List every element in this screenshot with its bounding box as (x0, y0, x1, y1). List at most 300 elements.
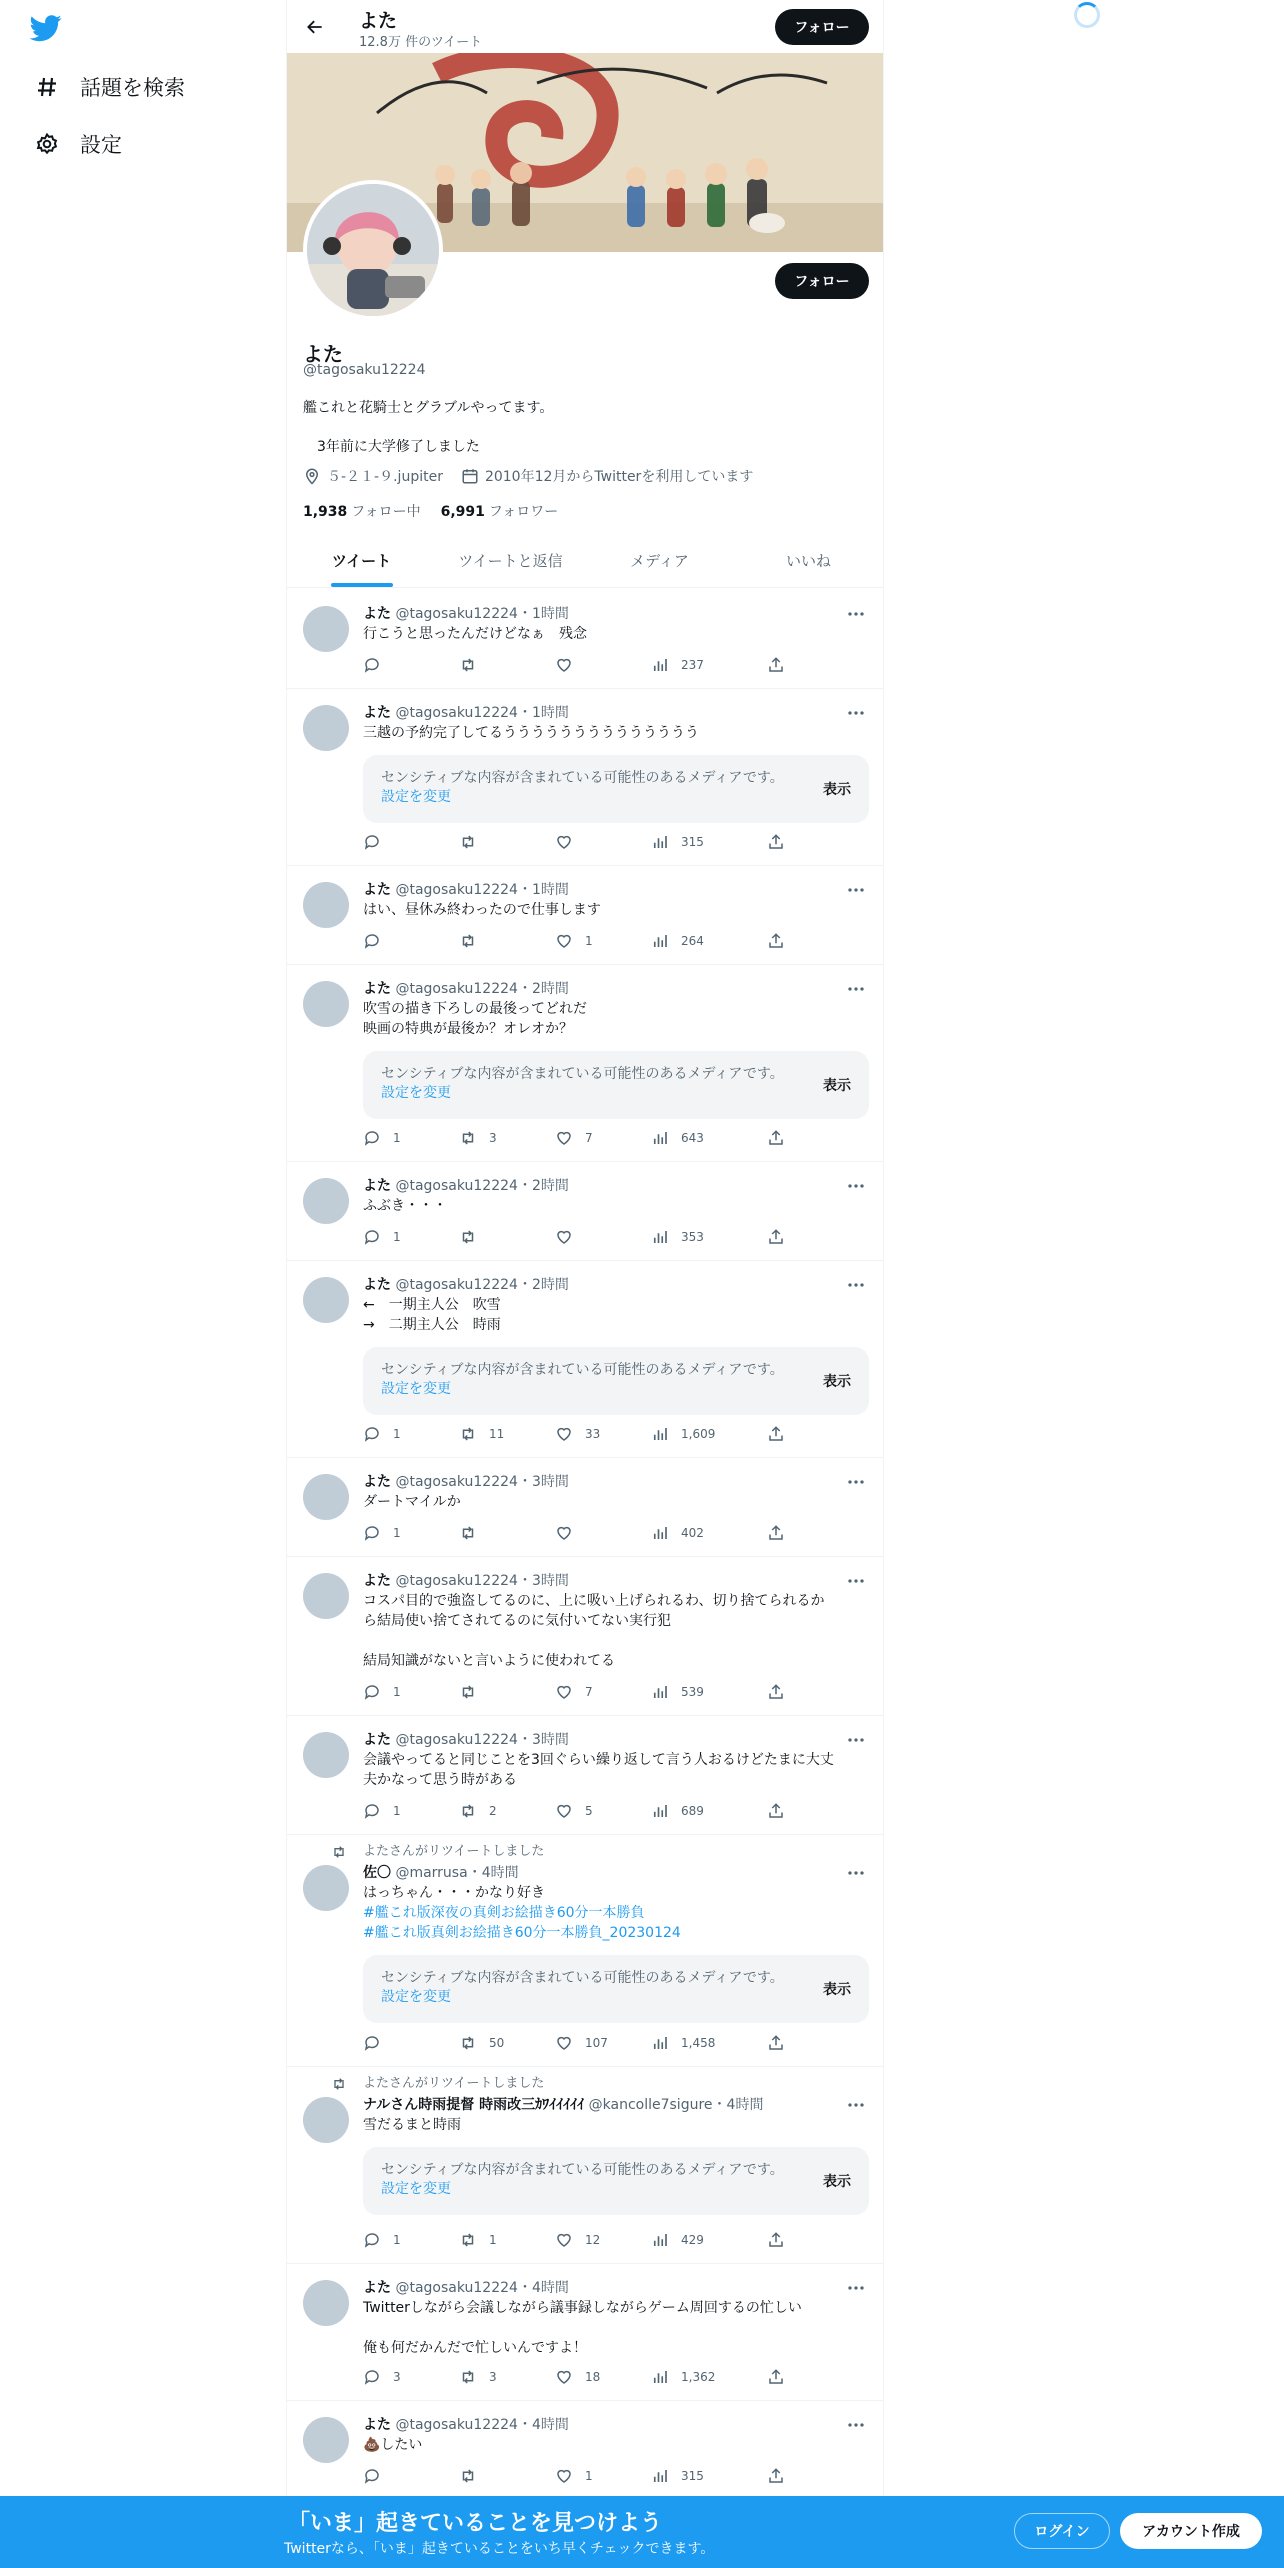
views-button[interactable] (651, 2367, 715, 2387)
share-icon (767, 2467, 785, 2485)
share-button[interactable] (767, 1128, 785, 1148)
profile-column (286, 0, 884, 2500)
show-media-button[interactable]: 表示 (823, 782, 851, 798)
sensitive-media-warning (363, 755, 869, 823)
tweet-avatar[interactable] (303, 1865, 349, 1911)
reply-button[interactable] (363, 2230, 401, 2250)
views-button[interactable] (651, 1424, 715, 1444)
tweet-text-line: ふぶき・・・ (363, 1198, 447, 1214)
back-arrow-icon[interactable] (301, 13, 329, 41)
sensitive-media-message: センシティブな内容が含まれている可能性のあるメディアです。 (381, 770, 784, 786)
analytics-icon (651, 2231, 681, 2249)
tweet-time[interactable]: 2時間 (531, 1277, 569, 1293)
sensitive-media-message: センシティブな内容が含まれている可能性のあるメディアです。 (381, 1970, 784, 1986)
change-settings-link[interactable]: 設定を変更 (381, 1085, 451, 1101)
tweet[interactable] (287, 1716, 883, 1835)
retweet-icon (331, 2076, 349, 2092)
reply-button[interactable] (363, 1801, 401, 1821)
analytics-icon (651, 2034, 681, 2052)
tweet-avatar[interactable] (303, 705, 349, 751)
tab-tweets[interactable]: ツイート (287, 534, 436, 587)
like-button[interactable] (555, 1523, 585, 1543)
tweet-text-line: ら結局使い捨てされてるのに気付いてない実行犯 (363, 1613, 671, 1629)
tweet[interactable] (287, 689, 883, 866)
retweet-button[interactable] (459, 1128, 497, 1148)
share-button[interactable] (767, 832, 785, 852)
share-button[interactable] (767, 1801, 785, 1821)
change-settings-link[interactable]: 設定を変更 (381, 789, 451, 805)
views-count: 539 (681, 1685, 704, 1699)
retweet-count: 3 (489, 1131, 497, 1145)
tweet-header (363, 1730, 869, 1750)
share-button[interactable] (767, 931, 785, 951)
tweet-text-line: 夫かなって思う時がある (363, 1772, 517, 1788)
share-button[interactable] (767, 2466, 785, 2486)
tweet-time[interactable]: 3時間 (531, 1732, 569, 1748)
reply-button[interactable] (363, 1227, 401, 1247)
tweet-avatar[interactable] (303, 2280, 349, 2326)
sidebar-item-settings[interactable] (34, 124, 122, 164)
hashtag-link[interactable]: #艦これ版深夜の真剣お絵描き60分一本勝負 (363, 1905, 645, 1921)
heart-icon (555, 932, 585, 950)
reply-button[interactable] (363, 2466, 393, 2486)
like-count: 12 (585, 2233, 601, 2247)
views-button[interactable] (651, 2033, 715, 2053)
heart-icon (555, 1524, 585, 1542)
tweet-actions (363, 655, 803, 675)
heart-icon (555, 1425, 585, 1443)
tweet-text-line: 三越の予約完了してるうううううううううううううう (363, 725, 699, 741)
tweet-time[interactable]: 2時間 (531, 981, 569, 997)
share-icon (767, 1683, 785, 1701)
tweet-separator: ・ (712, 2097, 727, 2113)
share-button[interactable] (767, 1227, 785, 1247)
tab-tweets-replies[interactable]: ツイートと返信 (458, 552, 563, 570)
tab-media[interactable]: メディア (630, 552, 689, 570)
twitter-bird-icon[interactable] (30, 12, 66, 48)
reply-count: 3 (393, 2370, 401, 2384)
views-button[interactable] (651, 1682, 704, 1702)
analytics-icon (651, 2467, 681, 2485)
tweet[interactable] (287, 1458, 883, 1557)
tweet-text-line (363, 1631, 869, 1651)
tweet-time[interactable]: 1時間 (531, 705, 569, 721)
tweet[interactable] (287, 2264, 883, 2401)
analytics-icon (651, 1524, 681, 1542)
like-button[interactable] (555, 2466, 593, 2486)
tweet-text-line: 会議やってると同じことを3回ぐらい繰り返して言う人おるけどたまに大丈 (363, 1752, 834, 1768)
retweet-count: 2 (489, 1804, 497, 1818)
tweet-author-handle[interactable]: @tagosaku12224 (395, 981, 518, 997)
tweet-text-line: 雪だるまと時雨 (363, 2117, 461, 2133)
views-count: 315 (681, 835, 704, 849)
profile-bio-line: 艦これと花騎士とグラブルやってます。 (303, 400, 554, 416)
reply-count: 1 (393, 1230, 401, 1244)
tweet-time[interactable]: 1時間 (531, 882, 569, 898)
tweet-header (363, 703, 869, 723)
like-count: 1 (585, 934, 593, 948)
tweet-header (363, 2095, 869, 2115)
header-follow-button[interactable]: フォロー (775, 9, 869, 45)
share-button[interactable] (767, 1682, 785, 1702)
analytics-icon (651, 656, 681, 674)
tweet-time[interactable]: 4時間 (726, 2097, 764, 2113)
like-count: 107 (585, 2036, 608, 2050)
share-icon (767, 2034, 785, 2052)
tweet[interactable] (287, 2067, 883, 2264)
following-link[interactable]: 1,938 フォロー中 (303, 504, 421, 520)
retweet-icon (331, 1844, 349, 1860)
profile-joined: 2010年12月からTwitterを利用しています (484, 469, 754, 485)
retweet-button[interactable] (459, 2033, 504, 2053)
retweet-icon (459, 833, 489, 851)
tweet-author-handle[interactable]: @tagosaku12224 (395, 1474, 518, 1490)
tweet-body (363, 604, 869, 644)
header-tweet-count: 12.8万 件のツイート (359, 35, 483, 50)
tweet-avatar[interactable] (303, 882, 349, 928)
tweet-author-name[interactable]: よた (363, 981, 391, 997)
tweet-header (363, 604, 869, 624)
tweet-text-line: 結局知識がないと言いように使われてる (363, 1653, 615, 1669)
tweet-text-line: 俺も何だかんだで忙しいんですよ！ (363, 2340, 587, 2356)
tweet-author-handle[interactable]: @kancolle7sigure (588, 2097, 713, 2113)
heart-icon (555, 2467, 585, 2485)
reply-count: 1 (393, 1804, 401, 1818)
like-button[interactable] (555, 931, 593, 951)
reply-button[interactable] (363, 1523, 401, 1543)
reply-count: 1 (393, 1131, 401, 1145)
views-button[interactable] (651, 2466, 704, 2486)
tweet-body (363, 1863, 869, 1943)
tweet-body (363, 2278, 869, 2358)
tweet-avatar[interactable] (303, 1178, 349, 1224)
tweet-text-line: ダートマイルか (363, 1494, 461, 1510)
reply-button[interactable] (363, 1424, 401, 1444)
tab-likes[interactable]: いいね (785, 552, 831, 570)
tweet-avatar[interactable] (303, 606, 349, 652)
profile-bio-line: 3年前に大学修了しました (303, 439, 480, 455)
tweet-text-line: 行こうと思ったんだけどなぁ 残念 (363, 626, 587, 642)
like-button[interactable] (555, 1128, 593, 1148)
tweet-time[interactable]: 3時間 (531, 1573, 569, 1589)
tweet-text-line: → 二期主人公 時雨 (363, 1317, 501, 1333)
sidebar-item-explore[interactable] (34, 67, 185, 107)
tweet-time[interactable]: 4時間 (481, 1865, 519, 1881)
tweet-separator: ・ (517, 1732, 532, 1748)
tweet-separator: ・ (517, 1178, 532, 1194)
like-button[interactable] (555, 832, 585, 852)
hashtag-link[interactable]: #艦これ版真剣お絵描き60分一本勝負_20230124 (363, 1925, 681, 1941)
views-button[interactable] (651, 2230, 704, 2250)
tweet-author-name[interactable]: よた (363, 2417, 391, 2433)
tweet-actions (363, 2230, 803, 2250)
tweet-author-handle[interactable]: @tagosaku12224 (395, 1573, 518, 1589)
tweet-text-line: 💩したい (363, 2437, 423, 2453)
like-button[interactable] (555, 2033, 608, 2053)
retweet-icon (459, 1425, 489, 1443)
tweet-author-name[interactable]: ナルさん時雨提督 時雨改三ｶﾜｲｲｲｲｲ (363, 2097, 585, 2113)
like-count: 1 (585, 2469, 593, 2483)
retweet-count: 3 (489, 2370, 497, 2384)
views-button[interactable] (651, 1801, 704, 1821)
tweet-body (363, 1730, 869, 1790)
tweet-avatar[interactable] (303, 1277, 349, 1323)
tweet-author-handle[interactable]: @tagosaku12224 (395, 1732, 518, 1748)
reply-button[interactable] (363, 2033, 393, 2053)
tweet-text-line: はっちゃん・・・かなり好き (363, 1885, 545, 1901)
change-settings-link[interactable]: 設定を変更 (381, 1381, 451, 1397)
change-settings-link[interactable]: 設定を変更 (381, 1989, 451, 2005)
share-button[interactable] (767, 1424, 785, 1444)
retweet-button[interactable] (459, 832, 489, 852)
tweet-actions (363, 1682, 803, 1702)
tweet-actions (363, 2367, 803, 2387)
login-button[interactable]: ログイン (1014, 2513, 1110, 2549)
heart-icon (555, 2368, 585, 2386)
tweet-author-name[interactable]: よた (363, 705, 391, 721)
heart-icon (555, 1228, 585, 1246)
reply-icon (363, 1425, 393, 1443)
tweet-author-handle[interactable]: @tagosaku12224 (395, 1277, 518, 1293)
show-media-button[interactable]: 表示 (823, 1982, 851, 1998)
reply-button[interactable] (363, 655, 393, 675)
share-button[interactable] (767, 2367, 785, 2387)
reply-icon (363, 1129, 393, 1147)
profile-avatar[interactable] (303, 180, 443, 320)
share-icon (767, 932, 785, 950)
tweet-author-name[interactable]: よた (363, 606, 391, 622)
tweet-actions (363, 2466, 803, 2486)
views-button[interactable] (651, 1227, 704, 1247)
tweet[interactable] (287, 866, 883, 965)
retweet-icon (459, 1683, 489, 1701)
tweet-author-handle[interactable]: @tagosaku12224 (395, 1178, 518, 1194)
tweet-author-handle[interactable]: @tagosaku12224 (395, 705, 518, 721)
tweet[interactable] (287, 1261, 883, 1458)
tweet-separator: ・ (517, 882, 532, 898)
share-button[interactable] (767, 2033, 785, 2053)
like-count: 18 (585, 2370, 601, 2384)
tweet-author-name[interactable]: 佐〇 (363, 1865, 391, 1881)
share-icon (767, 1228, 785, 1246)
tweet-author-name[interactable]: よた (363, 1178, 391, 1194)
tweet-time[interactable]: 2時間 (531, 1178, 569, 1194)
analytics-icon (651, 833, 681, 851)
tweet-body (363, 1571, 869, 1671)
tweet-header (363, 1863, 869, 1883)
tweet-author-name[interactable]: よた (363, 1573, 391, 1589)
sensitive-media-warning (363, 1347, 869, 1415)
retweet-button[interactable] (459, 2466, 489, 2486)
tweet-avatar[interactable] (303, 1474, 349, 1520)
calendar-icon (461, 467, 479, 485)
tweet[interactable] (287, 2401, 883, 2500)
tweet-author-handle[interactable]: @tagosaku12224 (395, 2417, 518, 2433)
change-settings-link[interactable]: 設定を変更 (381, 2181, 451, 2197)
like-button[interactable] (555, 1424, 600, 1444)
tweet-author-name[interactable]: よた (363, 882, 391, 898)
views-button[interactable] (651, 655, 704, 675)
tweet-text-line: 吹雪の描き下ろしの最後ってどれだ (363, 1001, 587, 1017)
tweet-time[interactable]: 4時間 (531, 2417, 569, 2433)
tweet-body (363, 1176, 869, 1216)
tweet[interactable] (287, 1835, 883, 2067)
reply-button[interactable] (363, 931, 393, 951)
retweet-button[interactable] (459, 2367, 497, 2387)
heart-icon (555, 1683, 585, 1701)
reply-button[interactable] (363, 832, 393, 852)
share-button[interactable] (767, 2230, 785, 2250)
profile-tabs (287, 534, 883, 588)
tweet-header (363, 2278, 869, 2298)
reply-count: 1 (393, 1427, 401, 1441)
tweet-header (363, 1176, 869, 1196)
views-count: 1,458 (681, 2036, 716, 2050)
tweet[interactable] (287, 590, 883, 689)
profile-follow-stats (303, 501, 558, 521)
tweet-body (363, 2415, 869, 2455)
sensitive-media-message: センシティブな内容が含まれている可能性のあるメディアです。 (381, 1362, 784, 1378)
header-profile-name: よた (359, 10, 398, 32)
retweet-icon (459, 656, 489, 674)
signup-button[interactable]: アカウント作成 (1120, 2513, 1262, 2549)
views-button[interactable] (651, 931, 704, 951)
retweet-button[interactable] (459, 655, 489, 675)
like-button[interactable] (555, 655, 585, 675)
location-pin-icon (303, 467, 321, 485)
share-icon (767, 1129, 785, 1147)
tweet-author-handle[interactable]: @tagosaku12224 (395, 2280, 518, 2296)
tweet-time[interactable]: 4時間 (531, 2280, 569, 2296)
analytics-icon (651, 1683, 681, 1701)
reply-button[interactable] (363, 1128, 401, 1148)
views-count: 402 (681, 1526, 704, 1540)
profile-meta (303, 466, 753, 486)
tweet[interactable] (287, 1162, 883, 1261)
share-icon (767, 2368, 785, 2386)
tweet-time[interactable]: 3時間 (531, 1474, 569, 1490)
tweet-header (363, 979, 869, 999)
hashtag-icon (34, 74, 60, 100)
views-button[interactable] (651, 832, 704, 852)
tweet[interactable] (287, 965, 883, 1162)
followers-link[interactable]: 6,991 フォロワー (440, 504, 559, 520)
tweet-time[interactable]: 1時間 (531, 606, 569, 622)
show-media-button[interactable]: 表示 (823, 1078, 851, 1094)
share-button[interactable] (767, 1523, 785, 1543)
tweet-author-handle[interactable]: @tagosaku12224 (395, 606, 518, 622)
tweet-author-name[interactable]: よた (363, 2280, 391, 2296)
retweet-button[interactable] (459, 1523, 489, 1543)
retweet-button[interactable] (459, 1424, 504, 1444)
tweet-author-handle[interactable]: @marrusa (395, 1865, 468, 1881)
sidebar-item-label: 設定 (80, 133, 122, 157)
reply-count: 1 (393, 1526, 401, 1540)
retweet-count: 50 (489, 2036, 505, 2050)
like-button[interactable] (555, 1227, 585, 1247)
heart-icon (555, 1129, 585, 1147)
tweet-separator: ・ (467, 1865, 482, 1881)
retweet-icon (459, 2034, 489, 2052)
sidebar-item-label: 話題を検索 (80, 76, 185, 100)
like-button[interactable] (555, 1682, 593, 1702)
reply-button[interactable] (363, 2367, 401, 2387)
sensitive-media-text (381, 1969, 791, 2007)
tweet-author-handle[interactable]: @tagosaku12224 (395, 882, 518, 898)
profile-follow-button[interactable]: フォロー (775, 263, 869, 299)
tweet-body (363, 1275, 869, 1335)
tweet-actions (363, 2033, 803, 2053)
show-media-button[interactable]: 表示 (823, 1374, 851, 1390)
retweeted-by-label: よたさんがリツイートしました (363, 1844, 545, 1859)
views-count: 1,609 (681, 1427, 716, 1441)
analytics-icon (651, 1129, 681, 1147)
tweet-avatar[interactable] (303, 2097, 349, 2143)
sensitive-media-message: センシティブな内容が含まれている可能性のあるメディアです。 (381, 2162, 784, 2178)
like-count: 33 (585, 1427, 601, 1441)
tweet-author-name[interactable]: よた (363, 1277, 391, 1293)
tweet-separator: ・ (517, 705, 532, 721)
reply-icon (363, 2368, 393, 2386)
retweet-button[interactable] (459, 1682, 489, 1702)
tweet-avatar[interactable] (303, 1732, 349, 1778)
like-button[interactable] (555, 1801, 593, 1821)
reply-count: 1 (393, 1685, 401, 1699)
views-count: 264 (681, 934, 704, 948)
tweet-actions (363, 1128, 803, 1148)
views-count: 1,362 (681, 2370, 716, 2384)
analytics-icon (651, 1425, 681, 1443)
tweet-actions (363, 832, 803, 852)
share-icon (767, 1425, 785, 1443)
retweet-count: 1 (489, 2233, 497, 2247)
heart-icon (555, 833, 585, 851)
share-icon (767, 2231, 785, 2249)
views-button[interactable] (651, 1128, 704, 1148)
views-button[interactable] (651, 1523, 704, 1543)
tweet-avatar[interactable] (303, 1573, 349, 1619)
profile-location: ５-２１-９.jupiter (327, 469, 443, 485)
signup-banner-subtitle: Twitterなら、「いま」起きていることをいち早くチェックできます。 (284, 2541, 715, 2557)
tweet-avatar[interactable] (303, 981, 349, 1027)
reply-icon (363, 656, 393, 674)
tweet[interactable] (287, 1557, 883, 1716)
retweet-button[interactable] (459, 1801, 497, 1821)
like-button[interactable] (555, 2367, 600, 2387)
share-button[interactable] (767, 655, 785, 675)
heart-icon (555, 656, 585, 674)
retweet-count: 11 (489, 1427, 505, 1441)
tweet-header (363, 2415, 869, 2435)
show-media-button[interactable]: 表示 (823, 2174, 851, 2190)
retweet-button[interactable] (459, 1227, 489, 1247)
reply-button[interactable] (363, 1682, 401, 1702)
tweet-avatar[interactable] (303, 2417, 349, 2463)
retweet-button[interactable] (459, 931, 489, 951)
like-button[interactable] (555, 2230, 600, 2250)
signup-banner (0, 2496, 1284, 2568)
tweet-separator: ・ (517, 2417, 532, 2433)
tweet-author-name[interactable]: よた (363, 1732, 391, 1748)
tweet-separator: ・ (517, 1277, 532, 1293)
retweet-icon (459, 932, 489, 950)
retweet-button[interactable] (459, 2230, 497, 2250)
tweet-text-line: コスパ目的で強盗してるのに、上に吸い上げられるわ、切り捨てられるか (363, 1593, 825, 1609)
sensitive-media-text (381, 2161, 791, 2199)
reply-icon (363, 2231, 393, 2249)
tweet-body (363, 703, 869, 743)
tweet-author-name[interactable]: よた (363, 1474, 391, 1490)
